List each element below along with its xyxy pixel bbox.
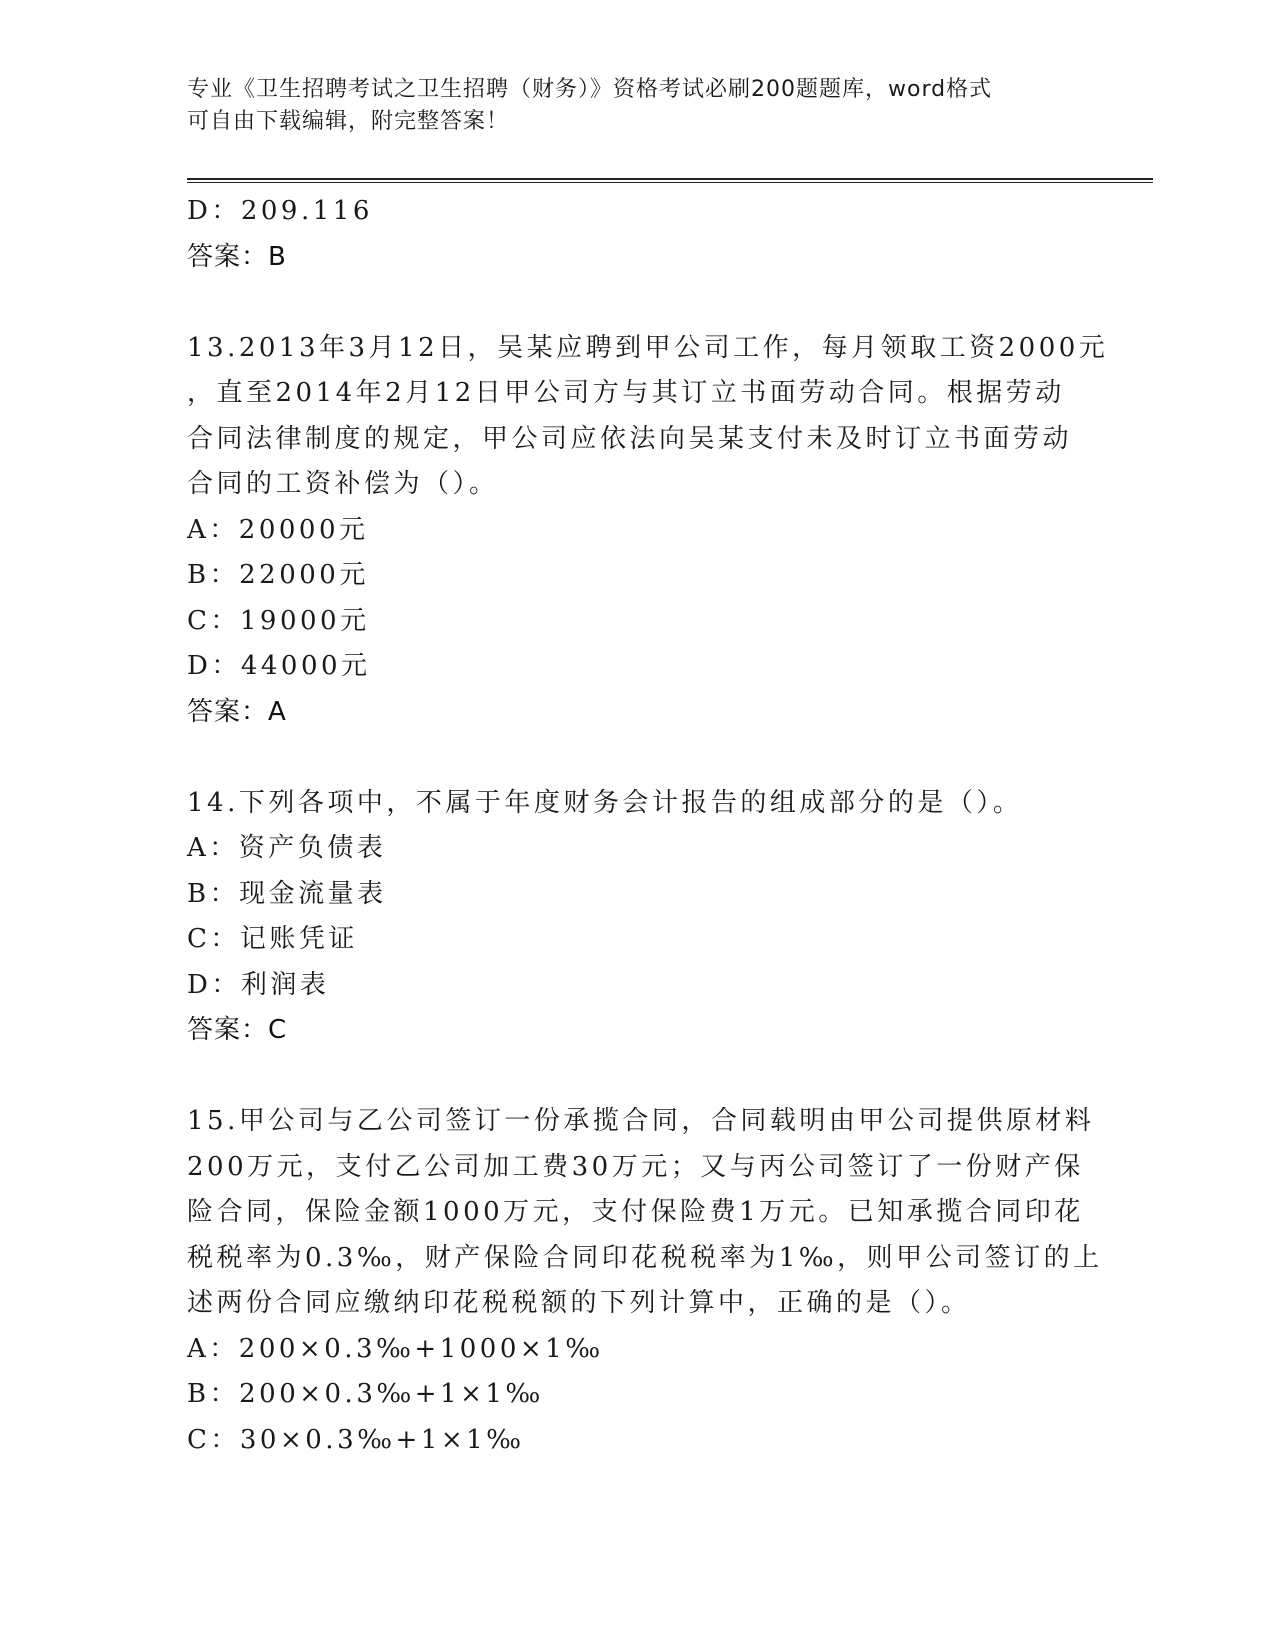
question-13-option-c: C：19000元 bbox=[187, 605, 370, 636]
question-15-text-line: 税税率为0.3‰，财产保险合同印花税税率为1‰，则甲公司签订的上 bbox=[187, 1242, 1103, 1273]
header-divider-thick bbox=[187, 178, 1153, 180]
spacer bbox=[187, 1054, 1087, 1100]
question-14-text-line: 14.下列各项中，不属于年度财务会计报告的组成部分的是（）。 bbox=[187, 787, 1023, 818]
header-title-line-2: 可自由下载编辑，附完整答案！ bbox=[187, 109, 510, 134]
spacer bbox=[187, 735, 1087, 781]
header-title-line-1: 专业《卫生招聘考试之卫生招聘（财务）》资格考试必刷200题题库，word格式 bbox=[187, 77, 993, 102]
document-header bbox=[187, 74, 1067, 138]
question-13-option-d: D：44000元 bbox=[187, 651, 371, 681]
question-15-option-b: B：200×0.3‰+1×1‰ bbox=[187, 1379, 544, 1409]
question-13-text-line: 13.2013年3月12日，吴某应聘到甲公司工作，每月领取工资2000元 bbox=[187, 332, 1109, 363]
question-13-option-b: B：22000元 bbox=[187, 560, 369, 590]
question-13-answer: 答案：A bbox=[187, 696, 287, 727]
question-13-option-a: A：20000元 bbox=[187, 514, 369, 545]
question-13-text-line: 合同法律制度的规定，甲公司应依法向吴某支付未及时订立书面劳动 bbox=[187, 423, 1073, 454]
question-14-answer: 答案：C bbox=[187, 1015, 288, 1045]
question-14-option-a: A：资产负债表 bbox=[187, 833, 387, 863]
question-13 bbox=[187, 326, 1109, 736]
prev-question-option-d: D：209.116 bbox=[187, 196, 373, 226]
question-14-option-b: B：现金流量表 bbox=[187, 878, 387, 909]
header-divider-thin bbox=[187, 182, 1153, 183]
question-15-text-line: 200万元，支付乙公司加工费30万元；又与丙公司签订了一份财产保 bbox=[187, 1151, 1084, 1182]
question-15 bbox=[187, 1099, 1103, 1463]
question-15-option-c: C：30×0.3‰+1×1‰ bbox=[187, 1424, 525, 1455]
question-15-text-line: 15.甲公司与乙公司签订一份承揽合同，合同载明由甲公司提供原材料 bbox=[187, 1106, 1095, 1136]
question-14-option-d: D：利润表 bbox=[187, 969, 330, 1000]
question-14 bbox=[187, 781, 1087, 1054]
spacer bbox=[187, 280, 1087, 326]
document-body bbox=[187, 189, 1109, 1463]
question-15-option-a: A：200×0.3‰+1000×1‰ bbox=[187, 1333, 604, 1364]
question-14-option-c: C：记账凭证 bbox=[187, 924, 358, 954]
question-15-text-line: 险合同，保险金额1000万元，支付保险费1万元。已知承揽合同印花 bbox=[187, 1197, 1084, 1227]
prev-question-answer: 答案：B bbox=[187, 241, 287, 272]
question-15-text-line: 述两份合同应缴纳印花税税额的下列计算中，正确的是（）。 bbox=[187, 1288, 971, 1318]
question-13-text-line: 合同的工资补偿为（）。 bbox=[187, 469, 499, 499]
question-13-text-line: ，直至2014年2月12日甲公司方与其订立书面劳动合同。根据劳动 bbox=[187, 378, 1065, 408]
